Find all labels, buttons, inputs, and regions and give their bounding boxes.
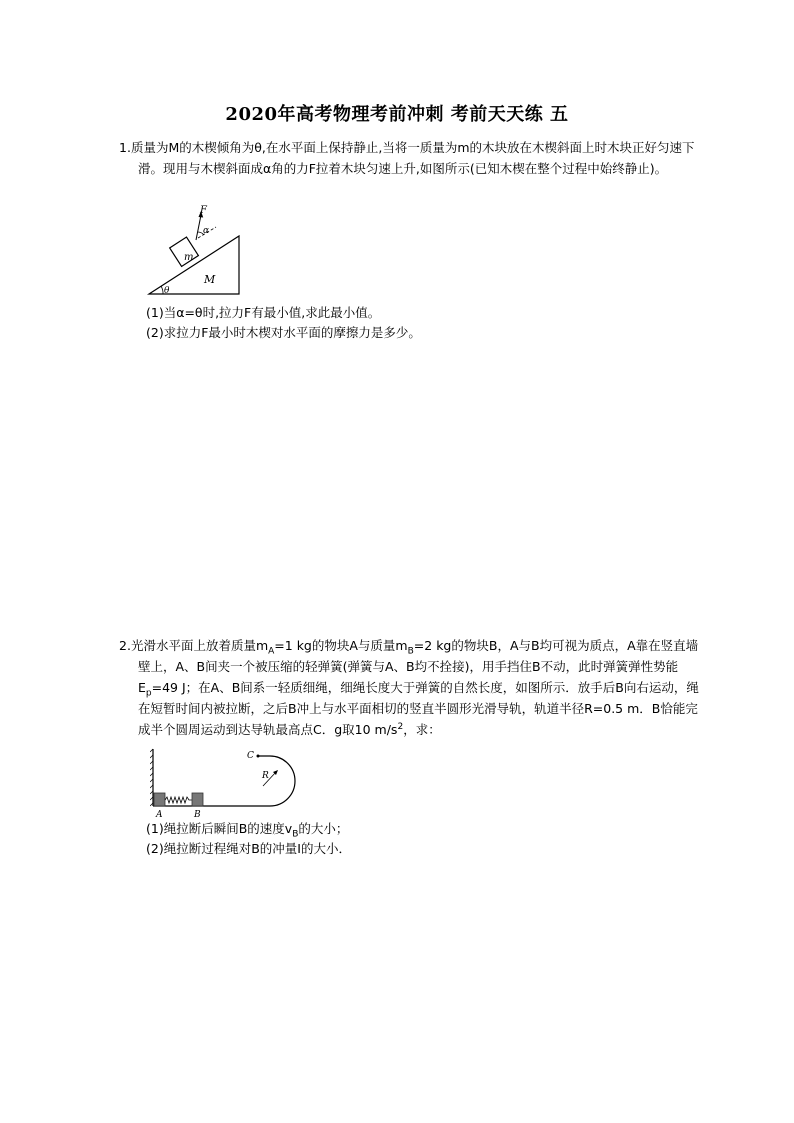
question-1-part-2: (2)求拉力F最小时木楔对水平面的摩擦力是多少。 <box>146 325 421 340</box>
superscript-2: 2 <box>397 721 404 732</box>
track-figure <box>150 746 300 821</box>
theta-arc <box>161 286 163 294</box>
label-alpha: α <box>203 226 210 236</box>
question-2-stem <box>119 635 704 740</box>
page-title: 2020年高考物理考前冲刺 考前天天练 五 <box>225 104 569 125</box>
label-C: C <box>247 751 254 761</box>
question-1-text: 质量为M的木楔倾角为θ,在水平面上保持静止,当将一质量为m的木块放在木楔斜面上时木块正好匀速下滑。现用与木楔斜面成α角的力F拉着木块匀速上升,如图所示(已知木楔在整个过程中始终静止)。 <box>130 140 695 176</box>
label-A: A <box>156 810 163 820</box>
block-B <box>192 793 203 806</box>
question-2-part-1-text-b: 的大小； <box>298 821 349 836</box>
label-R: R <box>262 771 269 781</box>
subscript-B: B <box>407 646 414 657</box>
question-2-subquestions <box>119 819 704 859</box>
label-M: M <box>204 273 216 286</box>
subscript-p: p <box>145 688 152 699</box>
question-1-stem <box>119 137 704 179</box>
label-F: F <box>200 205 207 216</box>
question-1-number: 1. <box>119 140 131 155</box>
question-2-text-a: 光滑水平面上放着质量m <box>130 638 269 653</box>
question-2-text-c: =2 kg的物块B，A与B均可视为质点，A靠在竖直墙壁上，A、B间夹一个被压缩的轻弹簧(弹簧与A、B均不拴接)，用手挡住B不动，此时弹簧弹性势能E <box>138 638 699 695</box>
question-1-part-1: (1)当α=θ时,拉力F有最小值,求此最小值。 <box>146 305 381 320</box>
question-2-part-1 <box>119 819 704 839</box>
question-1-subquestions <box>119 303 704 343</box>
wedge-shape <box>149 236 239 294</box>
subscript-A: A <box>268 646 275 657</box>
label-m: m <box>184 252 194 263</box>
wedge-figure <box>146 203 246 298</box>
semicircle-track <box>258 756 295 806</box>
question-2-text-d: =49 J；在A、B间系一轻质细绳，细绳长度大于弹簧的自然长度，如图所示．放手后B向右运动，绳在短暂时间内被拉断，之后B冲上与水平面相切的竖直半圆形光滑导轨，轨道半径R=0.5 m．B恰能完成半个圆周运动到达导轨最高点C．g取10 m/s <box>138 680 699 737</box>
question-2-text-e: ，求： <box>403 722 441 737</box>
question-1 <box>119 137 704 179</box>
spring <box>165 797 192 803</box>
question-2-text-b: =1 kg的物块A与质量m <box>274 638 408 653</box>
label-theta: θ <box>164 286 170 296</box>
question-2-part-2: (2)绳拉断过程绳对B的冲量I的大小． <box>146 841 351 856</box>
question-2 <box>119 635 704 740</box>
label-B: B <box>194 810 201 820</box>
question-2-number: 2. <box>119 638 131 653</box>
point-C <box>257 755 260 758</box>
subscript-vB: B <box>292 829 299 840</box>
block-A <box>154 793 165 806</box>
question-2-part-1-text-a: (1)绳拉断后瞬间B的速度v <box>146 821 293 836</box>
